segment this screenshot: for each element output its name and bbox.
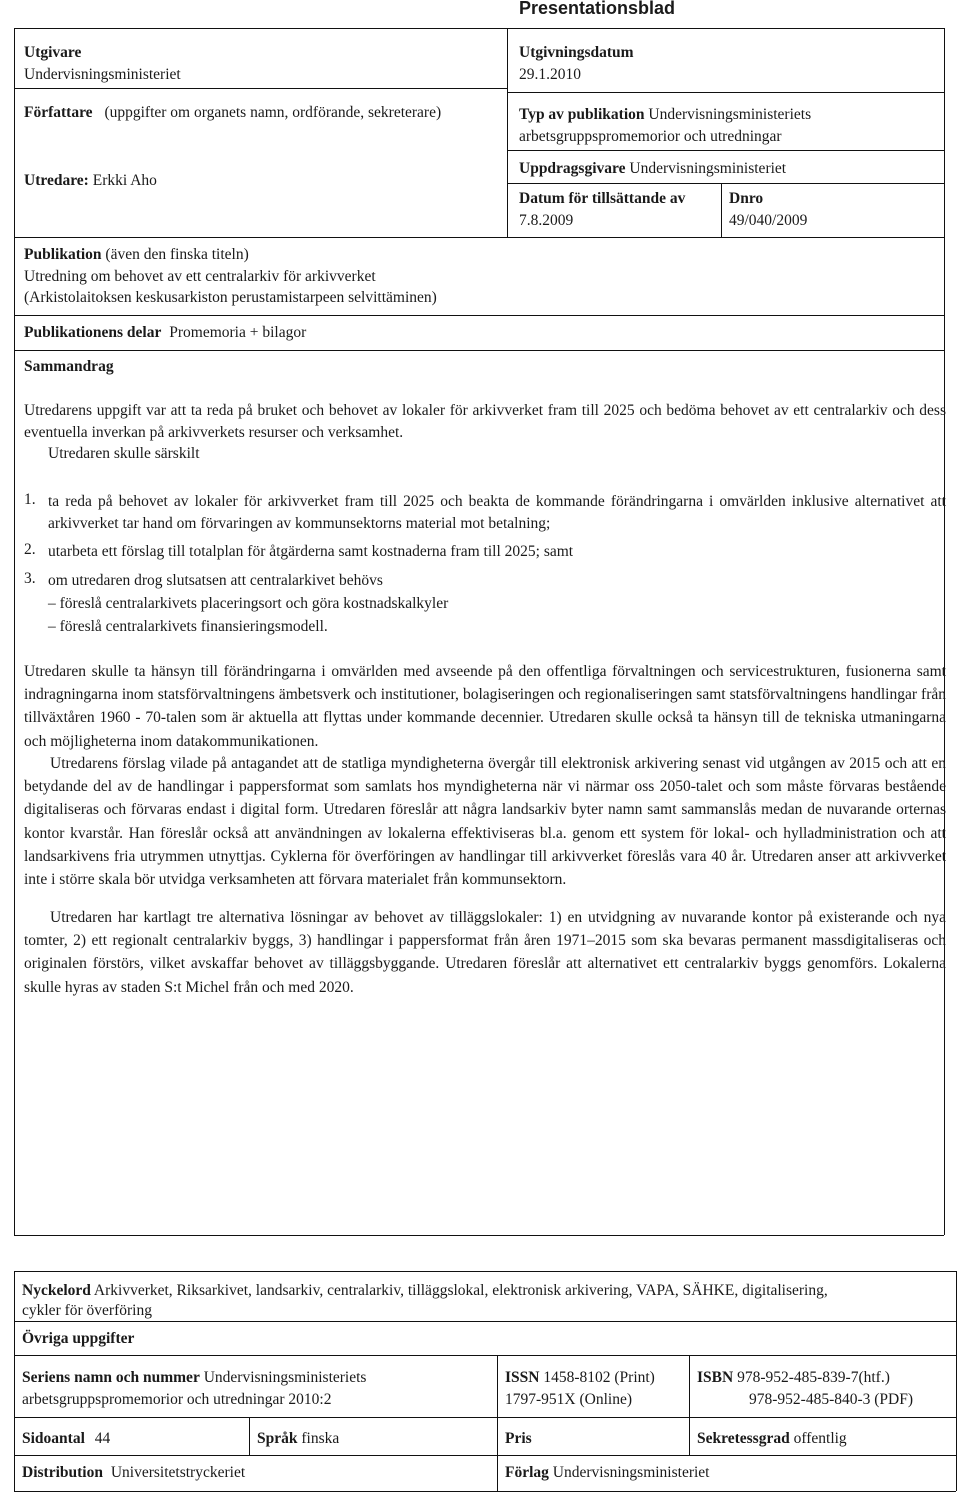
utgivningsdatum-field [519,42,634,86]
list-item: ta reda på behovet av lokaler för arkivverket fram till 2025 och beakta de kommande förändringarna i omvärlden inklusive alternativet att arkivverket tar hand om förvaringen av kommunsektorns material mot betalning; [48,493,946,532]
ovriga-uppgifter-label: Övriga uppgifter [22,1330,135,1347]
sub-list-item: – föreslå centralarkivets placeringsort och göra kostnadskalkyler [48,595,449,612]
nyckelord-line2: cykler för överföring [22,1302,152,1319]
uppdragsgivare-label: Uppdragsgivare [519,160,626,177]
forlag-value: Undervisningsministeriet [552,1464,710,1481]
middle-divider [507,28,508,238]
table-col-divider [249,1417,250,1455]
typ-field [519,104,811,148]
sammandrag-intro2: Utredaren skulle särskilt [48,445,200,462]
utredare-value: Erkki Aho [92,172,157,189]
serie-value-line2: arbetsgruppspromemorior och utredningar 2010:2 [22,1391,332,1408]
nyckelord-label: Nyckelord [22,1282,91,1299]
publikationens-delar-value: Promemoria + bilagor [169,324,307,341]
list-item: om utredaren drog slutsatsen att centralarkivet behövs [48,572,383,589]
dnro-field [729,188,807,232]
serie-field [22,1367,366,1411]
utgivningsdatum-label: Utgivningsdatum [519,44,634,61]
divider-delar [14,350,944,351]
isbn-value-2: 978-952-485-840-3 (PDF) [749,1391,914,1408]
utgivare-value: Undervisningsministeriet [24,66,181,83]
table-right-border [956,1271,957,1491]
dnro-value: 49/040/2009 [729,212,808,229]
sammandrag-paragraph-3: Utredaren har kartlagt tre alternativa lösningar av behovet av tilläggslokaler: 1) en utvidgning av nuvarande kontor på existerande och nya tomter, 2) ett regionalt centralarkiv byggs, 3) handlingar i pappersformat från åren 1971–2015 som ska bevaras permanent massdigitaliseras och originalen förstörs, vilket avskaffar behovet av tilläggsbyggande. Utredaren föreslår att alternativet ett centralarkiv byggs genomförs. Lokalerna skulle hyras av staden S:t Michel från och med 2020. [24,909,946,996]
frame-left-border [14,28,15,1235]
issn-print: 1458-8102 (Print) [543,1369,655,1386]
frame-right-border [944,28,945,1235]
table-col-divider [689,1355,690,1455]
sprak-field [257,1430,339,1448]
forfattare-label: Författare [24,104,93,121]
publikation-title-sv: Utredning om behovet av ett centralarkiv för arkivverket [24,267,376,285]
publikation-title-fi: (Arkistolaitoksen keskusarkiston perustamistarpeen selvittäminen) [24,289,437,306]
publikationens-delar-field [24,324,306,342]
divider-ovriga [14,1355,956,1356]
utgivningsdatum-value: 29.1.2010 [519,66,581,83]
list-item-number: 1. [24,491,36,508]
dnro-label: Dnro [729,190,764,207]
utgivare-field [24,42,181,86]
typ-value-line1: Undervisningsministeriets [648,106,812,123]
distribution-value: Universitetstryckeriet [110,1464,246,1481]
forfattare-field [24,104,441,122]
sammandrag-intro: Utredarens uppgift var att ta reda på bruket och behovet av lokaler för arkivverket fram till 2025 och bedöma behovet av ett centralarkiv och dess eventuella inverkan på arkivverkets resurser och verksamhet. [24,402,946,441]
utredare-label: Utredare: [24,172,89,189]
sammandrag-paragraph-2: Utredarens förslag vilade på antagandet att de statliga myndigheterna övergår till elektronisk arkivering senast vid utgången av 2015 och att en betydande del av de handlingar i pappersformat som samlats hos myndigheterna när vi närmar oss 2050-talet och som måste förvaras bestående digitaliseras och förvaras endast i digital form. Utredaren föreslår att några landsarkiv byter namn samt sammanslås medan de nuvarande orternas kontor kvarstår. Han föreslår också att användningen av lokalerna effektiviseras bl.a. genom ett system för lokal- och hylladministration och att landsarkivens fria utrymmen utnyttjas. Cyklerna för överföringen av handlingar till arkivverket föreslås vara 40 år. Utredaren anser att arkivverket inte i större skala bör utvidga verksamheten att förvara materialet från kommunsektorn. [24,755,946,889]
sekretessgrad-field [697,1430,847,1448]
sprak-value: finska [301,1430,340,1447]
sekretessgrad-value: offentlig [793,1430,847,1447]
table-top-border [14,1271,956,1272]
divider-uppdragsgivare [507,183,944,184]
distribution-field [22,1464,245,1482]
list-item-number: 2. [24,541,36,558]
sammandrag-label: Sammandrag [24,358,114,375]
divider-publikation [14,315,944,316]
issn-online: 1797-951X (Online) [505,1391,632,1408]
forlag-field [505,1464,709,1482]
sub-list-item: – föreslå centralarkivets finansieringsmodell. [48,618,328,635]
typ-label: Typ av publikation [519,106,645,123]
divider-typ [507,150,944,151]
divider-sidoantal [14,1455,956,1456]
divider-nyckelord [14,1321,956,1322]
forlag-label: Förlag [505,1464,549,1481]
list-item: utarbeta ett förslag till totalplan för åtgärderna samt kostnaderna fram till 2025; samt [48,543,574,560]
divider-forfattare [14,237,944,238]
datum-tillsattande-field [519,188,685,232]
forfattare-note: (uppgifter om organets namn, ordförande, sekreterare) [104,104,442,121]
nyckelord-line1: Arkivverket, Riksarkivet, landsarkiv, centralarkiv, tilläggslokal, elektronisk arkivering, VAPA, SÄHKE, digitalisering, [93,1282,828,1299]
divider-serie [14,1417,956,1418]
publikation-field [24,244,437,309]
issn-label: ISSN [505,1369,540,1386]
publikation-note: (även den finska titeln) [105,246,249,263]
isbn-field [697,1367,913,1411]
utredare-field [24,172,157,190]
utgivare-label: Utgivare [24,44,82,61]
sammandrag-paragraph-1: Utredaren skulle ta hänsyn till förändringarna i omvärlden med avseende på den offentliga förvaltningen och servicestrukturen, fusionerna samt indragningarna inom statsförvaltningens ämbetsverk och institutioner, bolagiseringen och regionaliseringen samt statsförvaltningens handlingar från tillväxtåren 1960 - 70-talen som är aktuella att flyttas under kommande decennier. Utredaren skulle också ta hänsyn till de tekniska utmaningarna och möjligheterna inom datakommunikationen. [24,663,946,750]
distribution-label: Distribution [22,1464,103,1481]
uppdragsgivare-field [519,160,786,178]
uppdragsgivare-value: Undervisningsministeriet [629,160,787,177]
isbn-label: ISBN [697,1369,734,1386]
nyckelord-field [22,1281,828,1321]
datum-tillsattande-label: Datum för tillsättande av [519,190,686,207]
sprak-label: Språk [257,1430,298,1447]
serie-label: Seriens namn och nummer [22,1369,200,1386]
table-bottom-border [14,1491,956,1492]
sekretessgrad-label: Sekretessgrad [697,1430,790,1447]
serie-value-line1: Undervisningsministeriets [203,1369,367,1386]
dnro-divider [721,183,722,238]
publikationens-delar-label: Publikationens delar [24,324,162,341]
top-border [14,28,944,29]
sidoantal-label: Sidoantal [22,1430,85,1447]
page-title: Presentationsblad [519,0,676,18]
pris-label: Pris [505,1430,532,1447]
divider-utgivningsdatum [507,92,944,93]
sidoantal-value: 44 [94,1430,111,1447]
table-col-divider [497,1355,498,1491]
sidoantal-field [22,1430,110,1448]
list-item-number: 3. [24,570,36,587]
divider-sammandrag-bottom [14,1235,944,1236]
issn-field [505,1367,655,1411]
datum-tillsattande-value: 7.8.2009 [519,212,574,229]
divider-utgivare [14,88,508,89]
typ-value-line2: arbetsgruppspromemorior och utredningar [519,128,782,145]
isbn-value-1: 978-952-485-839-7(htf.) [737,1369,890,1386]
table-left-border [14,1271,15,1491]
publikation-label: Publikation [24,246,102,263]
